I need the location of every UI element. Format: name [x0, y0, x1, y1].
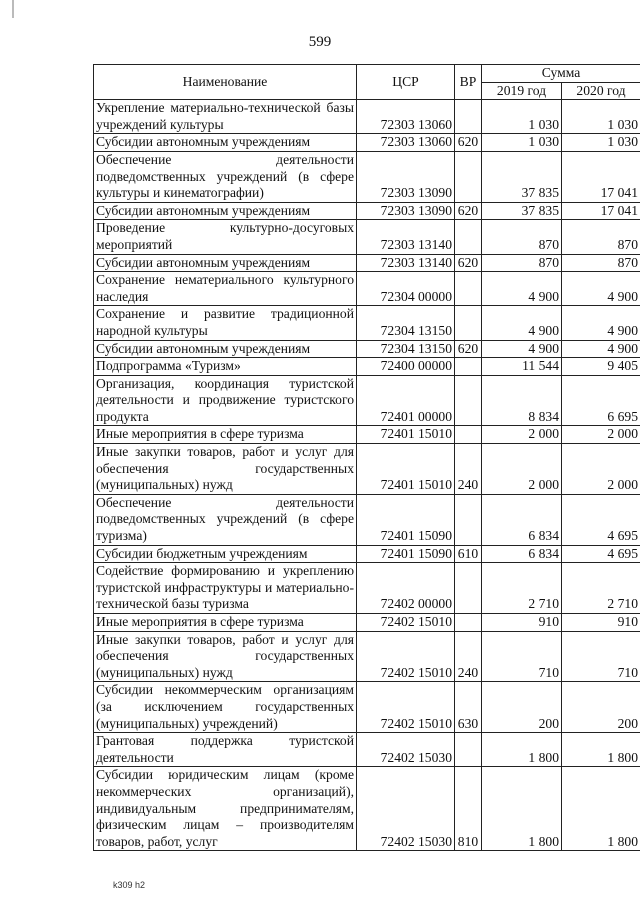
row-name-cell: Сохранение нематериального культурного наследия: [94, 272, 357, 306]
footer-code: k309 h2: [113, 880, 146, 890]
table-row: [94, 426, 640, 444]
row-2019-amount-cell: 910: [482, 614, 562, 632]
row-2019-amount-cell: 1 030: [482, 134, 562, 152]
row-vr-cell: [455, 358, 482, 376]
row-name-cell: Субсидии некоммерческим организациям (за исключением государственных (муниципальных) учреждений): [94, 682, 357, 733]
row-2019-amount-cell: 710: [482, 631, 562, 682]
row-name-cell: Иные мероприятия в сфере туризма: [94, 426, 357, 444]
row-name-cell: Проведение культурно-досуговых мероприятий: [94, 220, 357, 254]
row-vr-cell: 620: [455, 340, 482, 358]
row-2020-amount-cell: 710: [562, 631, 640, 682]
row-2020-amount-cell: 910: [562, 614, 640, 632]
row-csr-cell: 72402 15010: [357, 682, 455, 733]
row-csr-cell: 72303 13090: [357, 202, 455, 220]
row-vr-cell: [455, 375, 482, 426]
table-row: [94, 254, 640, 272]
row-2020-amount-cell: 4 900: [562, 340, 640, 358]
budget-table-container: [93, 64, 640, 851]
row-vr-cell: [455, 100, 482, 134]
row-vr-cell: [455, 220, 482, 254]
row-name-cell: Субсидии автономным учреждениям: [94, 340, 357, 358]
row-2020-amount-cell: 1 030: [562, 100, 640, 134]
row-2020-amount-cell: 9 405: [562, 358, 640, 376]
scan-edge-mark: [12, 0, 14, 18]
table-row: [94, 306, 640, 340]
row-vr-cell: [455, 494, 482, 545]
table-row: [94, 444, 640, 495]
row-csr-cell: 72401 15010: [357, 426, 455, 444]
row-vr-cell: 620: [455, 254, 482, 272]
row-csr-cell: 72304 00000: [357, 272, 455, 306]
row-vr-cell: [455, 426, 482, 444]
row-csr-cell: 72402 15010: [357, 631, 455, 682]
row-2019-amount-cell: 4 900: [482, 340, 562, 358]
row-2020-amount-cell: 2 710: [562, 563, 640, 614]
table-row: [94, 682, 640, 733]
row-csr-cell: 72402 15030: [357, 733, 455, 767]
table-row: [94, 494, 640, 545]
header-year-2019: 2019 год: [482, 82, 562, 100]
row-name-cell: Иные закупки товаров, работ и услуг для обеспечения государственных (муниципальных) нужд: [94, 631, 357, 682]
row-2019-amount-cell: 6 834: [482, 545, 562, 563]
row-vr-cell: [455, 151, 482, 202]
row-2020-amount-cell: 17 041: [562, 151, 640, 202]
row-csr-cell: 72400 00000: [357, 358, 455, 376]
row-csr-cell: 72303 13060: [357, 134, 455, 152]
row-2020-amount-cell: 4 695: [562, 494, 640, 545]
row-csr-cell: 72402 00000: [357, 563, 455, 614]
row-2019-amount-cell: 37 835: [482, 202, 562, 220]
budget-table: [93, 64, 640, 851]
row-2020-amount-cell: 2 000: [562, 426, 640, 444]
row-2019-amount-cell: 11 544: [482, 358, 562, 376]
row-2020-amount-cell: 870: [562, 220, 640, 254]
table-row: [94, 545, 640, 563]
row-vr-cell: [455, 306, 482, 340]
row-name-cell: Подпрограмма «Туризм»: [94, 358, 357, 376]
row-2019-amount-cell: 870: [482, 254, 562, 272]
row-csr-cell: 72304 13150: [357, 306, 455, 340]
table-row: [94, 614, 640, 632]
table-row: [94, 100, 640, 134]
row-name-cell: Иные мероприятия в сфере туризма: [94, 614, 357, 632]
row-2019-amount-cell: 6 834: [482, 494, 562, 545]
row-2019-amount-cell: 1 800: [482, 767, 562, 851]
row-2020-amount-cell: 870: [562, 254, 640, 272]
row-2020-amount-cell: 4 900: [562, 272, 640, 306]
row-2020-amount-cell: 200: [562, 682, 640, 733]
row-csr-cell: 72401 15090: [357, 494, 455, 545]
header-sum: Сумма: [482, 65, 640, 83]
row-name-cell: Субсидии юридическим лицам (кроме некоммерческих организаций), индивидуальным предпринимателям, физическим лицам – производителям товаров, работ, услуг: [94, 767, 357, 851]
row-csr-cell: 72401 15010: [357, 444, 455, 495]
row-name-cell: Содействие формированию и укреплению туристской инфраструктуры и материально-технической базы туризма: [94, 563, 357, 614]
table-row: [94, 202, 640, 220]
header-vr: ВР: [455, 65, 482, 100]
table-row: [94, 375, 640, 426]
row-vr-cell: 620: [455, 134, 482, 152]
row-2020-amount-cell: 2 000: [562, 444, 640, 495]
row-2020-amount-cell: 6 695: [562, 375, 640, 426]
row-csr-cell: 72303 13090: [357, 151, 455, 202]
row-2020-amount-cell: 1 800: [562, 733, 640, 767]
table-row: [94, 767, 640, 851]
row-vr-cell: 810: [455, 767, 482, 851]
row-name-cell: Обеспечение деятельности подведомственных учреждений (в сфере туризма): [94, 494, 357, 545]
table-row: [94, 151, 640, 202]
header-year-2020: 2020 год: [562, 82, 640, 100]
row-vr-cell: 240: [455, 631, 482, 682]
table-row: [94, 220, 640, 254]
row-vr-cell: 630: [455, 682, 482, 733]
row-2019-amount-cell: 37 835: [482, 151, 562, 202]
table-header: [94, 65, 640, 100]
table-row: [94, 563, 640, 614]
row-name-cell: Обеспечение деятельности подведомственных учреждений (в сфере культуры и кинематографии): [94, 151, 357, 202]
row-csr-cell: 72402 15030: [357, 767, 455, 851]
table-row: [94, 272, 640, 306]
row-2019-amount-cell: 200: [482, 682, 562, 733]
row-2020-amount-cell: 17 041: [562, 202, 640, 220]
table-row: [94, 733, 640, 767]
row-csr-cell: 72304 13150: [357, 340, 455, 358]
row-name-cell: Иные закупки товаров, работ и услуг для обеспечения государственных (муниципальных) нужд: [94, 444, 357, 495]
row-2020-amount-cell: 1 030: [562, 134, 640, 152]
row-2019-amount-cell: 4 900: [482, 272, 562, 306]
row-name-cell: Субсидии автономным учреждениям: [94, 254, 357, 272]
row-2020-amount-cell: 4 900: [562, 306, 640, 340]
row-csr-cell: 72401 00000: [357, 375, 455, 426]
row-name-cell: Сохранение и развитие традиционной народной культуры: [94, 306, 357, 340]
row-vr-cell: [455, 272, 482, 306]
row-2020-amount-cell: 1 800: [562, 767, 640, 851]
row-2019-amount-cell: 1 030: [482, 100, 562, 134]
row-csr-cell: 72401 15090: [357, 545, 455, 563]
row-2019-amount-cell: 8 834: [482, 375, 562, 426]
row-2019-amount-cell: 2 710: [482, 563, 562, 614]
table-row: [94, 631, 640, 682]
row-2019-amount-cell: 2 000: [482, 426, 562, 444]
table-row: [94, 358, 640, 376]
row-vr-cell: 620: [455, 202, 482, 220]
row-2019-amount-cell: 1 800: [482, 733, 562, 767]
table-body: [94, 100, 640, 851]
row-vr-cell: [455, 733, 482, 767]
row-vr-cell: 610: [455, 545, 482, 563]
row-vr-cell: 240: [455, 444, 482, 495]
row-csr-cell: 72303 13140: [357, 254, 455, 272]
row-name-cell: Организация, координация туристской деятельности и продвижение туристского продукта: [94, 375, 357, 426]
row-2019-amount-cell: 4 900: [482, 306, 562, 340]
row-name-cell: Субсидии автономным учреждениям: [94, 134, 357, 152]
table-row: [94, 340, 640, 358]
page-number: 599: [308, 34, 332, 50]
row-2019-amount-cell: 870: [482, 220, 562, 254]
row-name-cell: Укрепление материально-технической базы учреждений культуры: [94, 100, 357, 134]
header-name: Наименование: [94, 65, 357, 100]
row-name-cell: Субсидии автономным учреждениям: [94, 202, 357, 220]
row-csr-cell: 72402 15010: [357, 614, 455, 632]
row-vr-cell: [455, 563, 482, 614]
row-2019-amount-cell: 2 000: [482, 444, 562, 495]
row-vr-cell: [455, 614, 482, 632]
table-row: [94, 134, 640, 152]
header-csr: ЦСР: [357, 65, 455, 100]
row-csr-cell: 72303 13060: [357, 100, 455, 134]
row-csr-cell: 72303 13140: [357, 220, 455, 254]
row-2020-amount-cell: 4 695: [562, 545, 640, 563]
row-name-cell: Грантовая поддержка туристской деятельности: [94, 733, 357, 767]
row-name-cell: Субсидии бюджетным учреждениям: [94, 545, 357, 563]
